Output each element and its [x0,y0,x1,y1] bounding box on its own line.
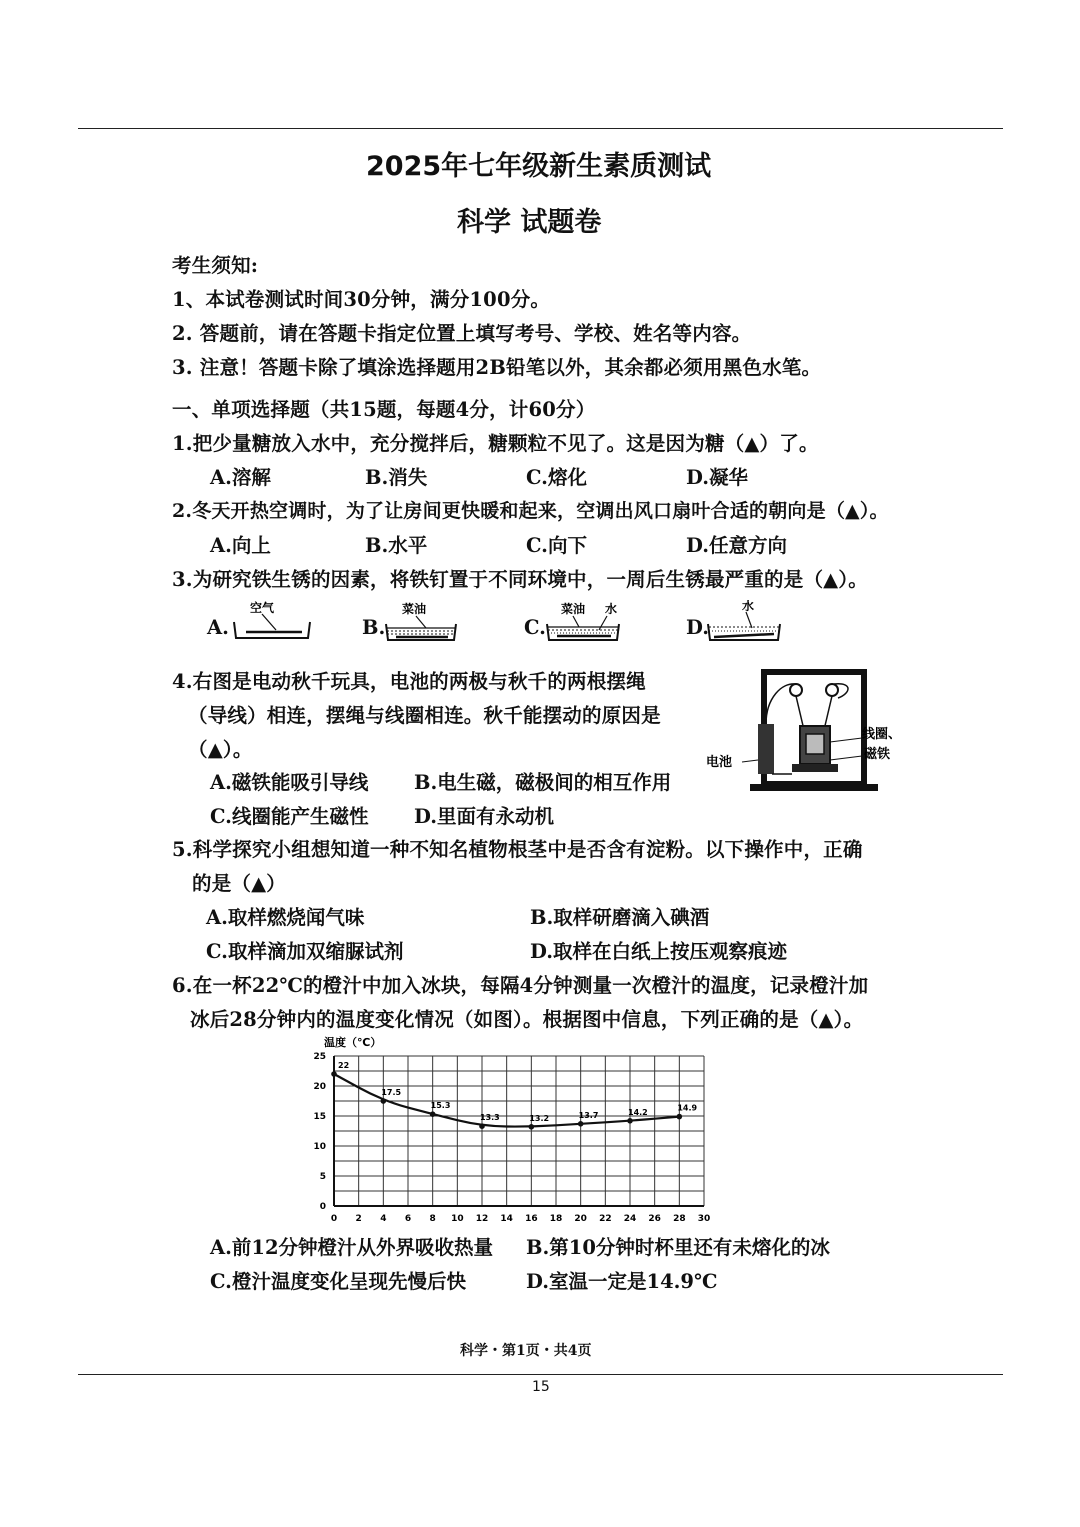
x-tick-label: 20 [574,1214,587,1224]
q3-label-water: 水 [742,600,755,613]
notice-item-3: 3. 注意！答题卡除了填涂选择题用2B铅笔以外，其余都必须用黑色水笔。 [172,356,822,379]
q4-option-d: D.里面有永动机 [414,805,555,828]
y-tick-label: 25 [313,1052,326,1062]
q6-option-c: C.橙汁温度变化呈现先慢后快 [210,1270,466,1293]
x-tick-label: 24 [623,1214,637,1224]
temperature-chart [300,1034,720,1230]
q6-option-b: B.第10分钟时杯里还有未熔化的冰 [526,1236,830,1259]
x-tick-label: 4 [380,1214,387,1224]
x-tick-label: 16 [525,1214,538,1224]
y-tick-label: 0 [319,1202,326,1212]
question-5-line-2: 的是（▲） [192,872,286,895]
q3-figure-d-water [704,600,786,645]
section-heading: 一、单项选择题（共15题，每题4分，计60分） [172,398,596,421]
page-info: 科学・第1页・共4页 [460,1343,592,1359]
data-point [677,1114,683,1120]
q3-label-c-water: 水 [605,602,618,616]
question-4-line-2: （导线）相连，摆绳与线圈相连。秋千能摆动的原因是 [188,704,661,727]
q4-option-b: B.电生磁，磁极间的相互作用 [414,771,672,794]
q4-option-a: A.磁铁能吸引导线 [210,771,369,794]
q1-option-b: B.消失 [365,466,428,489]
q3-label-air: 空气 [250,601,275,615]
bottom-rule [78,1374,1003,1375]
q3-label-oil: 菜油 [402,602,427,616]
q3-figure-b-oil [382,600,462,645]
data-label: 15.3 [430,1101,451,1111]
notice-heading: 考生须知: [172,254,259,277]
data-point [529,1124,535,1130]
q5-option-d: D.取样在白纸上按压观察痕迹 [530,940,788,963]
question-4-line-3: （▲）。 [188,738,253,761]
chart-tick-labels [313,1052,710,1224]
data-label: 14.2 [628,1107,648,1117]
chart-y-axis-label: 温度（℃） [324,1036,382,1049]
q5-option-a: A.取样燃烧闻气味 [206,906,365,929]
top-rule [78,128,1003,129]
q2-option-c: C.向下 [526,534,587,557]
exam-title: 2025年七年级新生素质测试 [366,151,712,182]
q5-option-c: C.取样滴加双缩脲试剂 [206,940,404,963]
question-6-line-1: 6.在一杯22℃的橙汁中加入冰块，每隔4分钟测量一次橙汁的温度，记录橙汁加 [172,974,869,997]
y-tick-label: 15 [313,1112,326,1122]
question-1-stem: 1.把少量糖放入水中，充分搅拌后，糖颗粒不见了。这是因为糖（▲）了。 [172,432,819,455]
q2-option-d: D.任意方向 [686,534,788,557]
q6-option-d: D.室温一定是14.9℃ [526,1270,718,1293]
notice-item-1: 1、本试卷测试时间30分钟，满分100分。 [172,288,551,311]
q3-option-d: D. [686,616,710,639]
question-4-line-1: 4.右图是电动秋千玩具，电池的两极与秋千的两根摆绳 [172,670,646,693]
exam-subtitle: 科学 试题卷 [457,207,602,238]
data-label: 22 [338,1061,350,1070]
data-point [578,1121,584,1127]
q1-option-a: A.溶解 [210,466,271,489]
q4-label-coil: 线圈、 [862,727,902,742]
x-tick-label: 26 [648,1214,661,1224]
data-point [430,1111,436,1117]
x-tick-label: 28 [673,1214,686,1224]
x-tick-label: 2 [355,1214,362,1224]
q1-option-c: C.熔化 [526,466,587,489]
x-tick-label: 0 [330,1214,338,1224]
q2-option-a: A.向上 [210,534,271,557]
data-label: 14.9 [677,1103,698,1113]
q4-label-battery: 电池 [706,755,733,770]
x-tick-label: 22 [599,1214,612,1224]
x-tick-label: 6 [404,1214,412,1224]
data-label: 13.7 [578,1110,599,1120]
notice-item-2: 2. 答题前，请在答题卡指定位置上填写考号、学校、姓名等内容。 [172,322,752,345]
question-2-stem: 2.冬天开热空调时，为了让房间更快暖和起来，空调出风口扇叶合适的朝向是（▲）。 [172,500,889,522]
x-tick-label: 12 [475,1214,489,1224]
q5-option-b: B.取样研磨滴入碘酒 [530,906,710,929]
q4-swing-figure [706,668,906,796]
q3-figure-c-oil-water [543,600,625,645]
q3-option-c: C. [524,616,546,639]
data-label: 13.3 [480,1113,500,1123]
y-tick-label: 5 [319,1172,326,1182]
x-tick-label: 30 [697,1214,711,1224]
x-tick-label: 8 [429,1214,436,1224]
q3-label-c-oil: 菜油 [561,602,586,616]
data-point [627,1118,633,1124]
question-6-line-2: 冰后28分钟内的温度变化情况（如图）。根据图中信息，下列正确的是（▲）。 [190,1008,864,1031]
q3-figure-a-air [228,600,318,645]
chart-grid [334,1056,704,1206]
data-label: 13.2 [529,1113,550,1123]
data-point [381,1098,387,1104]
page-number: 15 [532,1379,550,1395]
data-point [331,1071,337,1077]
q2-option-b: B.水平 [365,534,428,557]
x-tick-label: 18 [549,1214,563,1224]
question-5-line-1: 5.科学探究小组想知道一种不知名植物根茎中是否含有淀粉。以下操作中，正确 [172,838,863,861]
q3-option-a: A. [207,616,229,639]
data-point [479,1123,485,1129]
q4-option-c: C.线圈能产生磁性 [210,805,369,828]
x-tick-label: 10 [451,1214,464,1224]
q1-option-d: D.凝华 [686,466,749,489]
y-tick-label: 10 [313,1142,326,1152]
y-tick-label: 20 [313,1082,326,1092]
q4-label-magnet: 磁铁 [864,747,891,762]
data-label: 17.5 [381,1088,402,1097]
question-3-stem: 3.为研究铁生锈的因素，将铁钉置于不同环境中，一周后生锈最严重的是（▲）。 [172,568,869,591]
q3-option-b: B. [362,616,386,639]
q6-option-a: A.前12分钟橙汁从外界吸收热量 [210,1236,494,1259]
x-tick-label: 14 [500,1214,513,1224]
